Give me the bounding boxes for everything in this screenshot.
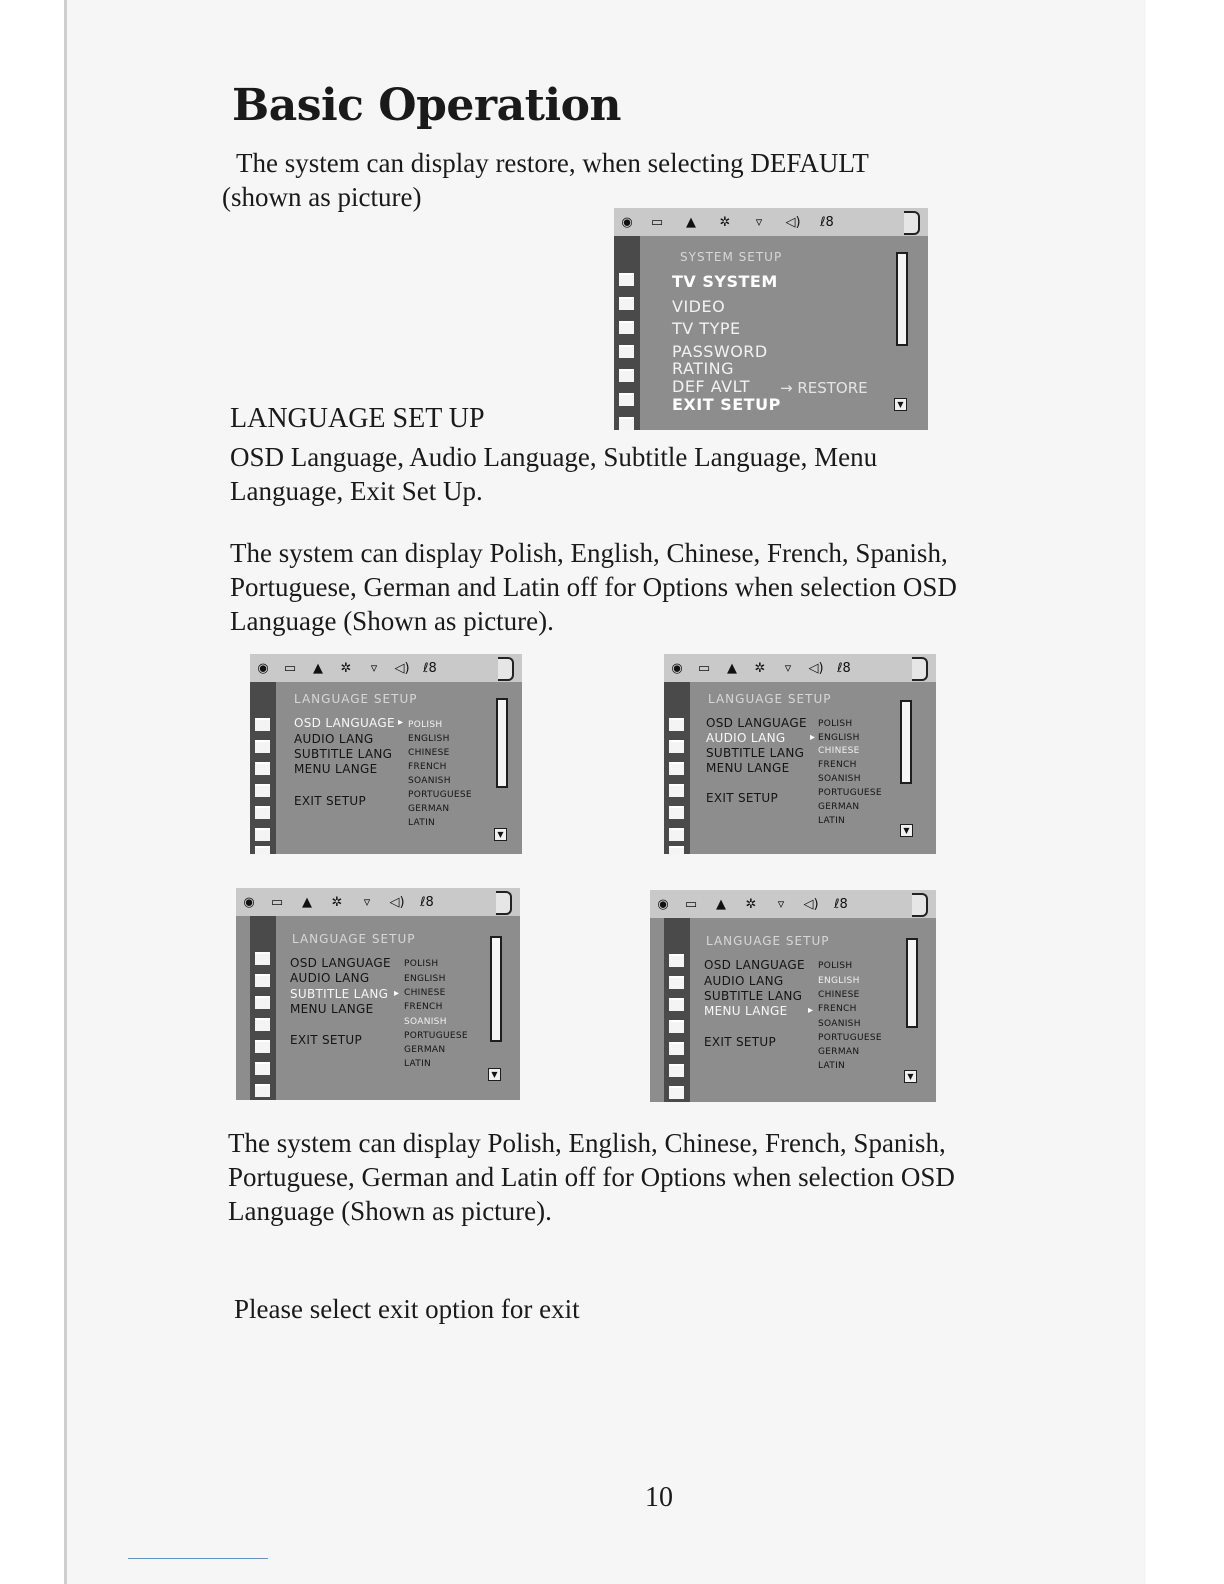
monitor-icon: ▭ (684, 896, 698, 912)
menu-item-password[interactable]: PASSWORD (672, 342, 768, 361)
monitor-icon: ▭ (650, 214, 664, 230)
image-icon: ▲ (727, 660, 737, 676)
image-icon: ▲ (302, 894, 312, 910)
scroll-down-icon[interactable]: ▼ (894, 398, 907, 411)
osd-scrollbar[interactable] (906, 938, 918, 1028)
folder-icon (669, 828, 684, 841)
folder-icon (669, 976, 684, 989)
disc-icon: ◉ (657, 896, 669, 912)
monitor-icon: ▭ (270, 894, 284, 910)
speaker-icon: ◁) (389, 894, 405, 910)
menu-item-osd-language[interactable]: OSD LANGUAGE (706, 716, 807, 730)
folder-icon (669, 718, 684, 731)
osd-heading: LANGUAGE SETUP (292, 932, 416, 946)
folder-icon (669, 1042, 684, 1055)
folder-icon (255, 784, 270, 797)
menu-item-subtitle-lang[interactable]: SUBTITLE LANG (290, 987, 389, 1001)
folder-icon (619, 393, 634, 406)
folder-icon (619, 321, 634, 334)
tv-icon: ▿ (370, 660, 378, 676)
folder-icon (255, 1040, 270, 1053)
osd-sidebar (614, 236, 640, 430)
page-title: Basic Operation (232, 80, 621, 131)
restore-option[interactable]: → RESTORE (780, 379, 868, 397)
footer-rule (128, 1558, 268, 1559)
language-setup-screen-audio (664, 654, 936, 854)
tv-icon: ▿ (784, 660, 792, 676)
folder-icon (669, 806, 684, 819)
option-chinese[interactable]: CHINESE (408, 748, 450, 758)
menu-item-audio-lang[interactable]: AUDIO LANG (294, 732, 374, 746)
osd-scrollbar[interactable] (496, 698, 508, 788)
folder-icon (669, 1020, 684, 1033)
folder-icon (255, 740, 270, 753)
menu-item-video[interactable]: VIDEO (672, 297, 726, 316)
paragraph-line: Portuguese, German and Latin off for Options when selection OSD (230, 572, 957, 602)
language-setup-screen-subtitle (236, 888, 520, 1100)
option-portuguese[interactable]: PORTUGUESE (404, 1031, 468, 1041)
option-chinese[interactable]: CHINESE (404, 988, 446, 998)
menu-item-menu-lange[interactable]: MENU LANGE (706, 761, 790, 775)
folder-icon (255, 806, 270, 819)
disc-icon: ◉ (243, 894, 255, 910)
menu-item-osd-language[interactable]: OSD LANGUAGE (704, 958, 805, 972)
osd-heading: LANGUAGE SETUP (706, 934, 830, 948)
option-chinese[interactable]: CHINESE (818, 746, 860, 756)
menu-item-exit-setup[interactable]: EXIT SETUP (706, 791, 779, 805)
osd-language-paragraph (230, 536, 957, 638)
folder-icon (619, 417, 634, 430)
page-number: 10 (645, 1482, 673, 1513)
folder-icon (255, 718, 270, 731)
system-setup-screen (614, 208, 928, 430)
option-polish[interactable]: POLISH (818, 961, 853, 971)
language-list-paragraph (230, 440, 877, 508)
option-english[interactable]: ENGLISH (818, 976, 860, 986)
option-english[interactable]: ENGLISH (408, 734, 450, 744)
folder-icon (669, 1064, 684, 1077)
page-spine (64, 0, 67, 1584)
toolbar-end-bracket (912, 657, 928, 681)
folder-icon (255, 996, 270, 1009)
osd-language-paragraph-2 (228, 1126, 955, 1228)
arrow-right-icon: ▸ (810, 732, 816, 743)
folder-icon (669, 740, 684, 753)
tv-icon: ▿ (777, 896, 785, 912)
folder-icon (255, 762, 270, 775)
toolbar-end-bracket (912, 893, 928, 917)
menu-item-menu-lange[interactable]: MENU LANGE (294, 762, 378, 776)
paragraph-line: Language (Shown as picture). (230, 606, 554, 636)
scroll-down-icon[interactable]: ▼ (900, 824, 913, 837)
arrow-right-icon: ▸ (394, 988, 400, 999)
osd-toolbar (664, 654, 936, 682)
speaker-icon: ◁) (808, 660, 824, 676)
exit-instruction: Please select exit option for exit (234, 1294, 580, 1324)
menu-item-audio-lang[interactable]: AUDIO LANG (290, 971, 370, 985)
menu-item-subtitle-lang[interactable]: SUBTITLE LANG (706, 746, 805, 760)
option-polish[interactable]: POLISH (408, 720, 443, 730)
page-background (66, 0, 1148, 1584)
osd-sidebar (250, 682, 276, 854)
option-french[interactable]: FRENCH (408, 762, 447, 772)
language-icon: ℓ8 (834, 896, 848, 912)
menu-item-exit-setup[interactable]: EXIT SETUP (290, 1033, 363, 1047)
speaker-icon: ◁) (785, 214, 801, 230)
osd-scrollbar[interactable] (490, 936, 502, 1042)
paragraph-line: The system can display Polish, English, Chinese, French, Spanish, (228, 1128, 946, 1158)
paragraph-line: OSD Language, Audio Language, Subtitle Language, Menu (230, 442, 878, 472)
toolbar-end-bracket (496, 891, 512, 915)
language-setup-screen-menu (650, 890, 936, 1102)
osd-heading: LANGUAGE SETUP (294, 692, 418, 706)
option-german[interactable]: GERMAN (818, 802, 860, 812)
folder-icon (619, 297, 634, 310)
folder-icon (255, 1084, 270, 1097)
option-german[interactable]: GERMAN (818, 1047, 860, 1057)
osd-heading: SYSTEM SETUP (680, 250, 783, 264)
page-margin-left (0, 0, 66, 1584)
menu-item-exit-setup[interactable]: EXIT SETUP (704, 1035, 777, 1049)
menu-item-menu-lange[interactable]: MENU LANGE (704, 1004, 788, 1018)
folder-icon (669, 784, 684, 797)
folder-icon (669, 954, 684, 967)
menu-item-rating[interactable]: RATING (672, 359, 735, 378)
language-icon: ℓ8 (420, 894, 434, 910)
toolbar-end-bracket (904, 211, 920, 235)
disc-icon: ◉ (671, 660, 683, 676)
image-icon: ▲ (686, 214, 696, 230)
osd-toolbar (614, 208, 928, 236)
option-german[interactable]: GERMAN (408, 804, 450, 814)
arrow-right-icon: ▸ (808, 1005, 814, 1016)
intro-line: (shown as picture) (222, 182, 422, 212)
osd-sidebar (664, 682, 690, 854)
option-french[interactable]: FRENCH (404, 1002, 443, 1012)
image-icon: ▲ (716, 896, 726, 912)
settings-icon: ✲ (331, 894, 343, 910)
folder-icon (669, 846, 684, 854)
option-french[interactable]: FRENCH (818, 1004, 857, 1014)
option-german[interactable]: GERMAN (404, 1045, 446, 1055)
scroll-down-icon[interactable]: ▼ (488, 1068, 501, 1081)
settings-icon: ✲ (754, 660, 766, 676)
osd-sidebar (664, 918, 690, 1102)
option-english[interactable]: ENGLISH (404, 974, 446, 984)
option-latin[interactable]: LATIN (818, 816, 846, 826)
osd-toolbar (250, 654, 522, 682)
settings-icon: ✲ (745, 896, 757, 912)
page-margin-right (1146, 0, 1224, 1584)
osd-toolbar (236, 888, 520, 916)
language-icon: ℓ8 (820, 214, 834, 230)
intro-paragraph (222, 146, 869, 214)
monitor-icon: ▭ (283, 660, 297, 676)
intro-line: The system can display restore, when selecting DEFAULT (236, 148, 869, 178)
option-chinese[interactable]: CHINESE (818, 990, 860, 1000)
option-latin[interactable]: LATIN (818, 1061, 846, 1071)
folder-icon (255, 952, 270, 965)
settings-icon: ✲ (719, 214, 731, 230)
disc-icon: ◉ (621, 214, 633, 230)
paragraph-line: Portuguese, German and Latin off for Options when selection OSD (228, 1162, 955, 1192)
folder-icon (619, 345, 634, 358)
option-french[interactable]: FRENCH (818, 760, 857, 770)
toolbar-end-bracket (498, 657, 514, 681)
menu-item-osd-language[interactable]: OSD LANGUAGE (290, 956, 391, 970)
menu-item-osd-language[interactable]: OSD LANGUAGE (294, 716, 395, 730)
menu-item-subtitle-lang[interactable]: SUBTITLE LANG (704, 989, 803, 1003)
language-icon: ℓ8 (837, 660, 851, 676)
paragraph-line: The system can display Polish, English, Chinese, French, Spanish, (230, 538, 948, 568)
osd-scrollbar[interactable] (900, 700, 912, 784)
option-latin[interactable]: LATIN (408, 818, 436, 828)
scroll-down-icon[interactable]: ▼ (904, 1070, 917, 1083)
option-polish[interactable]: POLISH (818, 719, 853, 729)
section-heading-language: LANGUAGE SET UP (230, 403, 485, 434)
language-icon: ℓ8 (423, 660, 437, 676)
option-spanish[interactable]: SOANISH (404, 1017, 447, 1027)
option-portuguese[interactable]: PORTUGUESE (818, 1033, 882, 1043)
folder-icon (619, 273, 634, 286)
osd-heading: LANGUAGE SETUP (708, 692, 832, 706)
tv-icon: ▿ (755, 214, 763, 230)
osd-scrollbar[interactable] (896, 252, 908, 346)
folder-icon (255, 1062, 270, 1075)
menu-item-audio-lang[interactable]: AUDIO LANG (704, 974, 784, 988)
menu-item-audio-lang[interactable]: AUDIO LANG (706, 731, 786, 745)
option-english[interactable]: ENGLISH (818, 733, 860, 743)
menu-item-exit-setup[interactable]: EXIT SETUP (294, 794, 367, 808)
tv-icon: ▿ (363, 894, 371, 910)
menu-item-def-avlt[interactable]: DEF AVLT (672, 377, 751, 396)
image-icon: ▲ (313, 660, 323, 676)
menu-item-tv-type[interactable]: TV TYPE (672, 319, 741, 338)
folder-icon (255, 846, 270, 854)
option-portuguese[interactable]: PORTUGUESE (818, 788, 882, 798)
folder-icon (669, 998, 684, 1011)
speaker-icon: ◁) (394, 660, 410, 676)
option-spanish[interactable]: SOANISH (818, 774, 861, 784)
folder-icon (255, 974, 270, 987)
osd-toolbar (650, 890, 936, 918)
disc-icon: ◉ (257, 660, 269, 676)
folder-icon (255, 828, 270, 841)
monitor-icon: ▭ (697, 660, 711, 676)
speaker-icon: ◁) (803, 896, 819, 912)
option-latin[interactable]: LATIN (404, 1059, 432, 1069)
paragraph-line: Language, Exit Set Up. (230, 476, 483, 506)
scroll-down-icon[interactable]: ▼ (494, 828, 507, 841)
menu-item-menu-lange[interactable]: MENU LANGE (290, 1002, 374, 1016)
menu-item-subtitle-lang[interactable]: SUBTITLE LANG (294, 747, 393, 761)
folder-icon (669, 1086, 684, 1099)
option-spanish[interactable]: SOANISH (408, 776, 451, 786)
folder-icon (619, 369, 634, 382)
menu-item-tv-system[interactable]: TV SYSTEM (672, 272, 778, 291)
folder-icon (255, 1018, 270, 1031)
paragraph-line: Language (Shown as picture). (228, 1196, 552, 1226)
osd-sidebar (250, 916, 276, 1100)
arrow-right-icon: ▸ (398, 717, 404, 728)
option-portuguese[interactable]: PORTUGUESE (408, 790, 472, 800)
option-polish[interactable]: POLISH (404, 959, 439, 969)
language-setup-screen-osd (250, 654, 522, 854)
settings-icon: ✲ (340, 660, 352, 676)
option-spanish[interactable]: SOANISH (818, 1019, 861, 1029)
menu-item-exit-setup[interactable]: EXIT SETUP (672, 395, 781, 414)
folder-icon (669, 762, 684, 775)
